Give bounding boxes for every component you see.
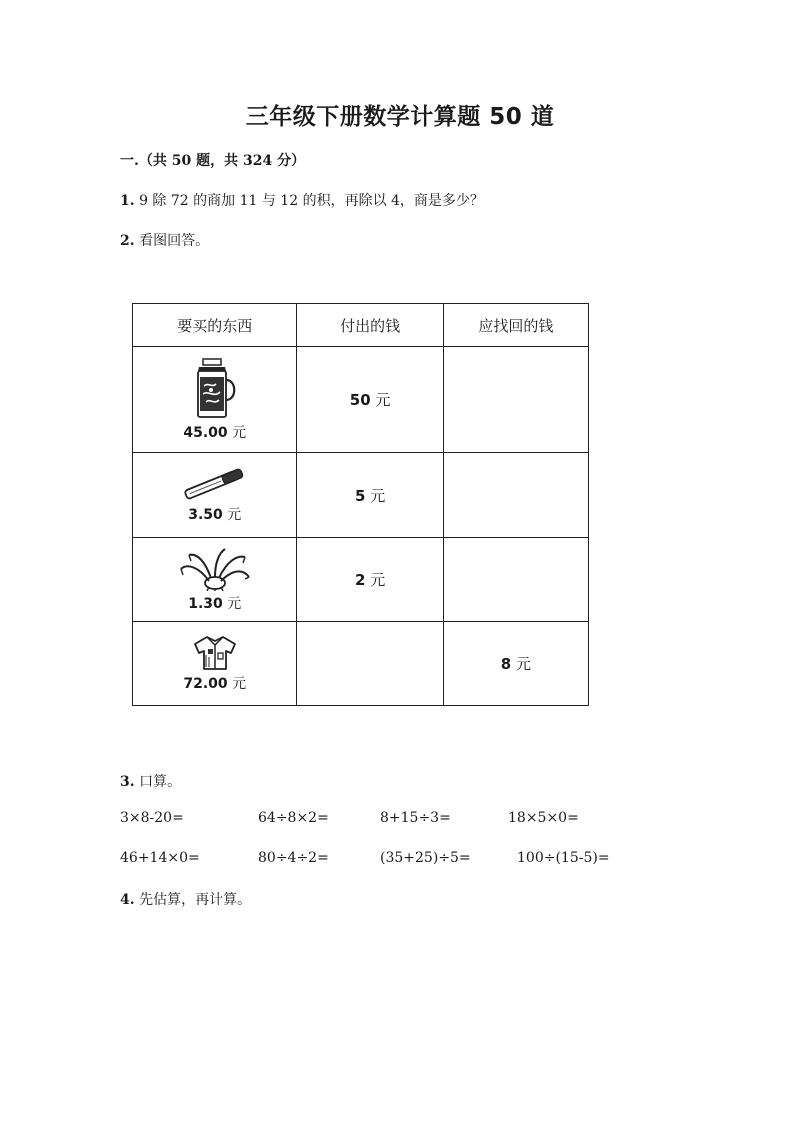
pen-icon — [180, 466, 250, 502]
change-cell — [443, 538, 588, 622]
calc-item: 8+15÷3= — [380, 810, 451, 826]
table-row — [133, 538, 589, 622]
change-value: 8 — [500, 655, 512, 673]
thermos-icon — [190, 358, 240, 420]
question-2 — [120, 230, 209, 250]
item-cell — [133, 453, 297, 538]
table-header-row — [133, 304, 589, 347]
price-unit: 元 — [227, 675, 247, 692]
price-unit: 元 — [222, 595, 242, 612]
calc-item: 80÷4÷2= — [258, 850, 329, 866]
question-number: 3. — [120, 774, 135, 790]
price-value: 45.00 — [183, 424, 228, 441]
calc-item: 64÷8×2= — [258, 810, 329, 826]
header-paid: 付出的钱 — [297, 304, 443, 347]
table-row — [133, 622, 589, 706]
calc-item: 100÷(15-5)= — [517, 850, 610, 866]
calc-item: 46+14×0= — [120, 850, 200, 866]
paid-unit: 元 — [370, 391, 391, 409]
item-price — [133, 504, 296, 524]
plant-icon — [179, 547, 251, 591]
question-4 — [120, 889, 251, 909]
change-unit: 元 — [511, 655, 531, 673]
header-item: 要买的东西 — [133, 304, 297, 347]
price-value: 72.00 — [183, 675, 228, 692]
paid-value: 2 — [354, 571, 366, 589]
price-value: 3.50 — [188, 507, 223, 523]
header-change: 应找回的钱 — [443, 304, 588, 347]
shirt-icon — [193, 635, 237, 671]
question-text: 先估算，再计算。 — [134, 892, 252, 908]
section-heading: 一.（共 50 题，共 324 分） — [120, 153, 306, 169]
change-cell — [443, 622, 588, 706]
question-number: 4. — [120, 892, 135, 908]
calc-item: 3×8-20= — [120, 810, 184, 826]
price-value: 1.30 — [188, 595, 223, 612]
paid-value: 5 — [354, 486, 366, 505]
paid-cell — [297, 622, 443, 706]
table-row — [133, 453, 589, 538]
paid-cell — [297, 453, 443, 538]
paid-cell — [297, 347, 443, 453]
shopping-table — [132, 303, 589, 706]
change-cell — [443, 347, 588, 453]
item-cell — [133, 538, 297, 622]
question-number: 2. — [120, 233, 135, 249]
item-cell — [133, 622, 297, 706]
table-row — [133, 347, 589, 453]
price-unit: 元 — [222, 507, 242, 523]
paid-unit: 元 — [365, 571, 386, 589]
price-unit: 元 — [227, 424, 247, 441]
question-3 — [120, 771, 181, 791]
paid-unit: 元 — [365, 486, 386, 505]
calc-item: (35+25)÷5= — [380, 850, 471, 866]
page-title: 三年级下册数学计算题 50 道 — [245, 104, 555, 130]
question-text: 看图回答。 — [134, 233, 210, 249]
item-price — [133, 422, 296, 442]
question-1 — [120, 190, 484, 210]
change-cell — [443, 453, 588, 538]
question-text: 口算。 — [134, 774, 182, 790]
item-cell — [133, 347, 297, 453]
item-price — [133, 593, 296, 613]
item-price — [133, 673, 296, 693]
paid-value: 50 — [349, 391, 371, 409]
calc-item: 18×5×0= — [508, 810, 579, 826]
question-text: 9 除 72 的商加 11 与 12 的积，再除以 4，商是多少？ — [134, 193, 484, 209]
paid-cell — [297, 538, 443, 622]
question-number: 1. — [120, 193, 135, 209]
